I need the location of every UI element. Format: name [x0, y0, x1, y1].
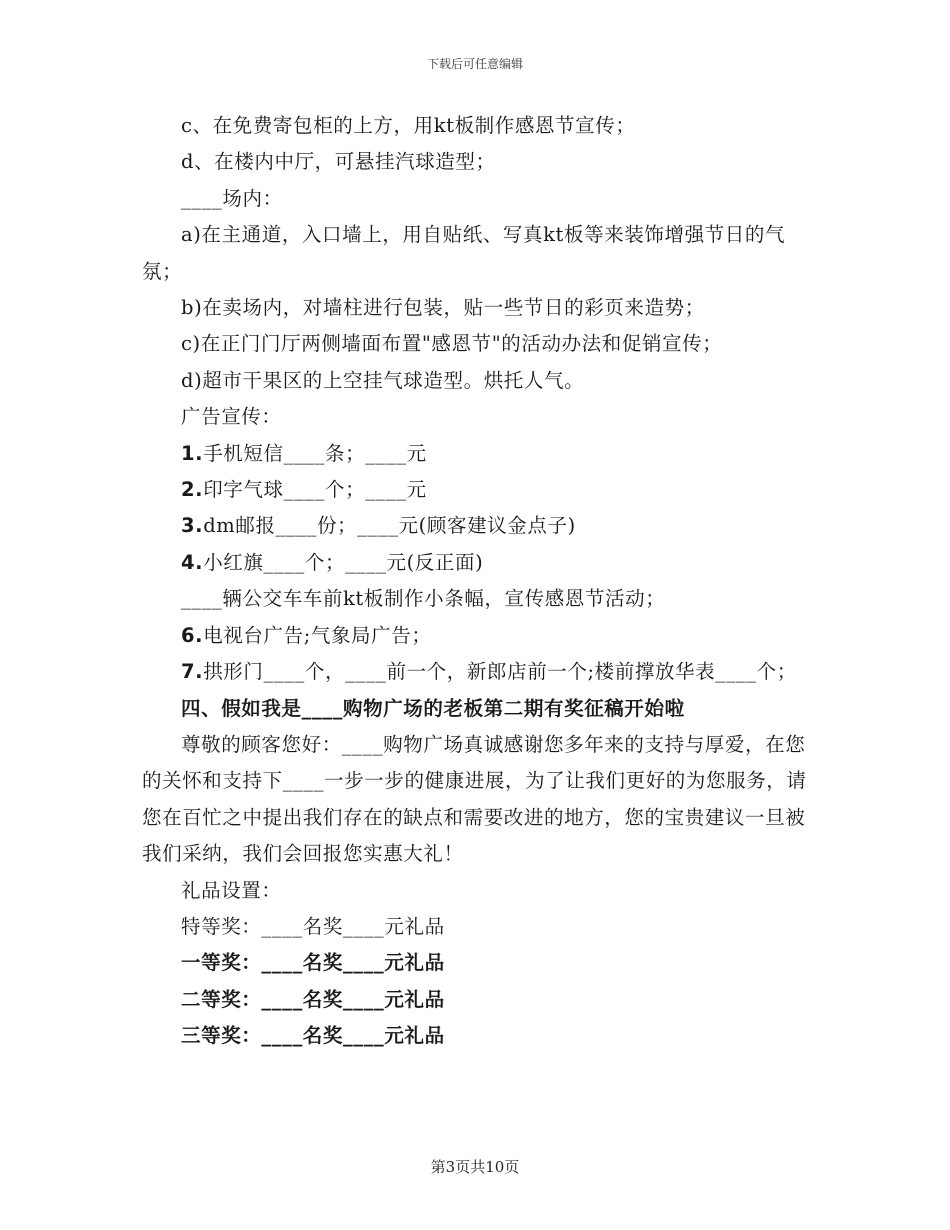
section-heading: 四、假如我是____购物广场的老板第二期有奖征稿开始啦 — [181, 696, 685, 720]
paragraph: a)在主通道，入口墙上，用自贴纸、写真kt板等来装饰增强节日的气氛； — [142, 223, 786, 283]
document-body — [142, 108, 810, 1055]
list-item: 4.小红旗____个；____元(反正面) — [181, 550, 484, 574]
list-number: 3. — [181, 514, 204, 538]
list-item: 6.电视台广告;气象局广告； — [181, 623, 432, 647]
paragraph: d、在楼内中厅，可悬挂汽球造型； — [181, 150, 496, 174]
list-number: 4. — [181, 550, 204, 574]
prize-item: 三等奖：____名奖____元礼品 — [181, 1024, 445, 1048]
paragraph: 礼品设置： — [181, 878, 282, 902]
paragraph: c)在正门门厅两侧墙面布置"感恩节"的活动办法和促销宣传； — [181, 332, 723, 356]
paragraph: d)超市干果区的上空挂气球造型。烘托人气。 — [181, 368, 585, 392]
list-number: 2. — [181, 478, 204, 502]
paragraph: ____场内： — [181, 186, 283, 210]
list-number: 1. — [181, 441, 204, 465]
page-footer: 第3页共10页 — [430, 1158, 520, 1176]
paragraph: ____辆公交车车前kt板制作小条幅，宣传感恩节活动； — [181, 587, 666, 611]
list-item: 2.印字气球____个；____元 — [181, 478, 427, 502]
prize-item: 特等奖：____名奖____元礼品 — [181, 914, 445, 938]
page-header: 下载后可任意编辑 — [426, 57, 523, 71]
list-number: 7. — [181, 660, 204, 684]
list-item: 3.dm邮报____份；____元(顾客建议金点子) — [181, 514, 576, 538]
list-item: 7.拱形门____个，____前一个，新郎店前一个;楼前撑放华表____个； — [181, 660, 797, 684]
paragraph: c、在免费寄包柜的上方，用kt板制作感恩节宣传； — [181, 114, 636, 137]
prize-item: 二等奖：____名奖____元礼品 — [181, 987, 445, 1011]
paragraph: 尊敬的顾客您好：____购物广场真诚感谢您多年来的支持与厚爱，在您的关怀和支持下____一步一步的健康进展，为了让我们更好的为您服务，请您在百忙之中提出我们存在的缺点和需要改进的地方，您的宝贵建议一旦被我们采纳，我们会回报您实惠大礼！ — [142, 732, 807, 866]
paragraph: 广告宣传： — [181, 405, 282, 429]
list-number: 6. — [181, 623, 204, 647]
prize-item: 一等奖：____名奖____元礼品 — [181, 951, 445, 975]
paragraph: b)在卖场内，对墙柱进行包装，贴一些节日的彩页来造势； — [181, 296, 705, 320]
list-item: 1.手机短信____条；____元 — [181, 441, 427, 465]
